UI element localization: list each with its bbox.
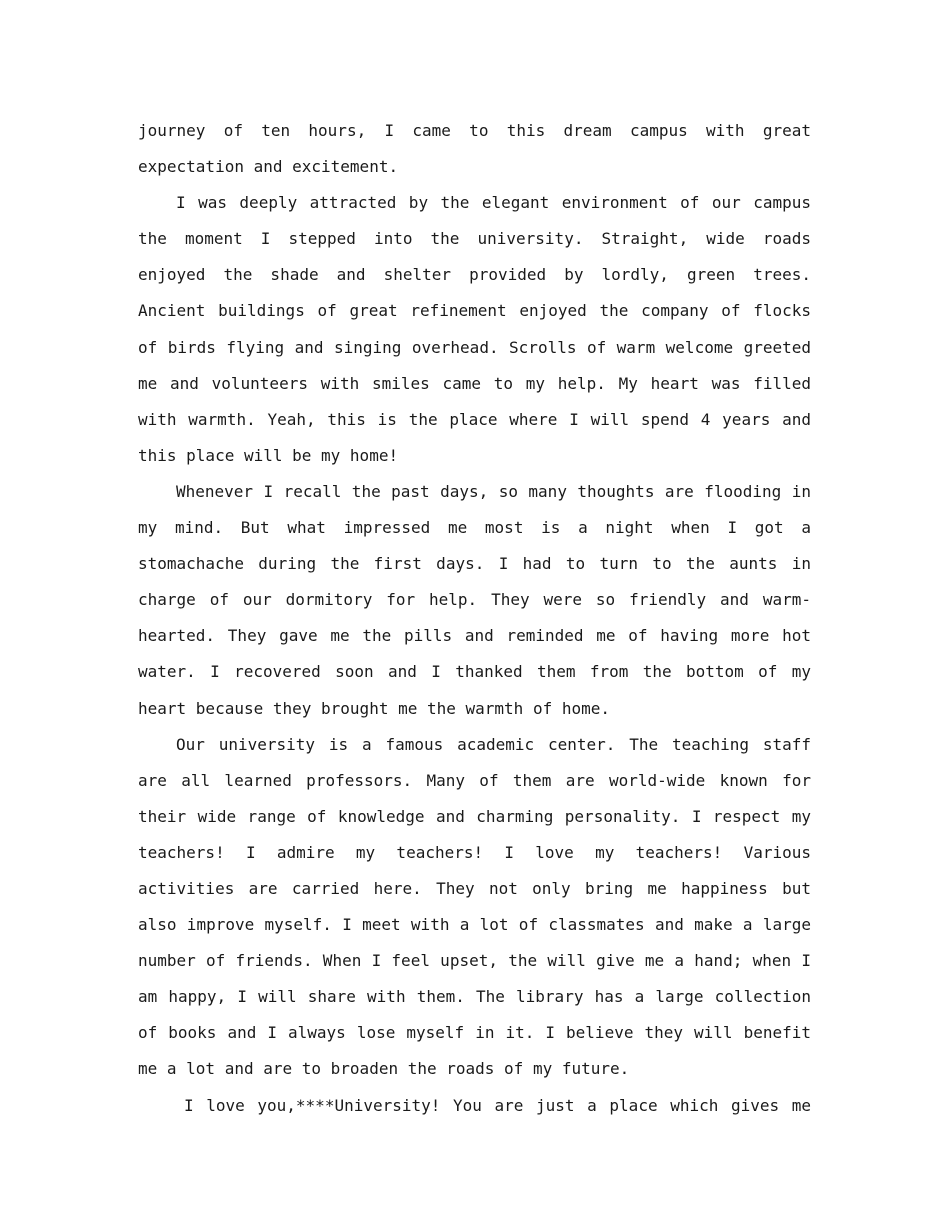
paragraph-past-days: Whenever I recall the past days, so many thoughts are flooding in my mind. But what impressed me most is a night when I got a stomachache during the first days. I had to turn to the aunts in charge of our dormitory for help. They were so friendly and warm-hearted. They gave me the pills and reminded me of having more hot water. I recovered soon and I thanked them from the bottom of my heart because they brought me the warmth of home. [138, 481, 811, 718]
paragraph-campus-environment: I was deeply attracted by the elegant environment of our campus the moment I stepped into the university. Straight, wide roads enjoyed the shade and shelter provided by lordly, green trees. Ancient buildings of great refinement enjoyed the company of flocks of birds flying and singing overhead. Scrolls of warm welcome greeted me and volunteers with smiles came to my help. My heart was filled with warmth. Yeah, this is the place where I will spend 4 years and this place will be my home! [138, 193, 811, 465]
paragraph-academic-center: Our university is a famous academic center. The teaching staff are all learned professors. Many of them are world-wide known for their wide range of knowledge and charming personality. I respect my teachers! I admire my teachers! I love my teachers! Various activities are carried here. They not only bring me happiness but also improve myself. I meet with a lot of classmates and make a large number of friends. When I feel upset, the will give me a hand; when I am happy, I will share with them. The library has a large collection of books and I always lose myself in it. I believe they will benefit me a lot and are to broaden the roads of my future. [138, 734, 811, 1079]
paragraph-continuation: journey of ten hours, I came to this dream campus with great expectation and excitement. [138, 121, 811, 177]
document-body [138, 113, 811, 1124]
paragraph-closing: I love you,****University! You are just a place which gives me [184, 1095, 811, 1115]
